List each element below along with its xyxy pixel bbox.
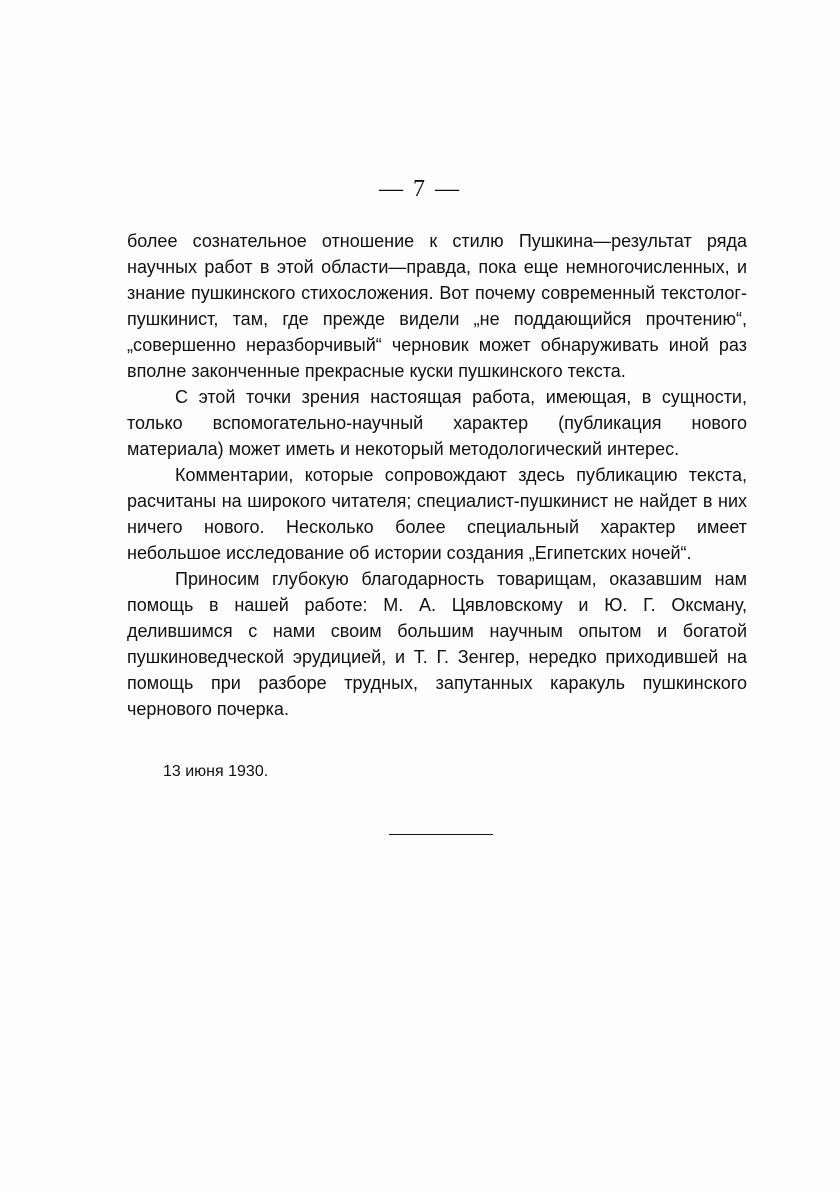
paragraph-continuation: более сознательное отношение к стилю Пушкина—результат ряда научных работ в этой области—правда, пока еще немногочисленных, и знание пушкинского стихосложения. Вот почему современный текстолог-пушкинист, там, где прежде видели „не поддающийся прочтению“, „совершенно неразборчивый“ черновик может обнаруживать иной раз вполне законченные прекрасные куски пушкинского текста. — [127, 231, 747, 381]
closing-rule — [389, 834, 493, 835]
date-line: 13 июня 1930. — [163, 763, 269, 780]
body-text — [127, 228, 747, 722]
paragraph: Приносим глубокую благодарность товарищам, оказавшим нам помощь в нашей работе: М. А. Цявловскому и Ю. Г. Оксману, делившимся с нами своим большим научным опытом и богатой пушкиноведческой эрудицией, и Т. Г. Зенгер, нередко приходившей на помощь при разборе трудных, запутанных каракуль пушкинского чернового почерка. — [127, 569, 747, 719]
page-number: — 7 — — [379, 176, 461, 202]
paragraph: С этой точки зрения настоящая работа, имеющая, в сущности, только вспомогательно-научный характер (публикация нового материала) может иметь и некоторый методологический интерес. — [127, 387, 747, 459]
paragraph: Комментарии, которые сопровождают здесь публикацию текста, расчитаны на широкого читателя; специалист-пушкинист не найдет в них ничего нового. Несколько более специальный характер имеет небольшое исследование об истории создания „Египетских ночей“. — [127, 465, 747, 563]
